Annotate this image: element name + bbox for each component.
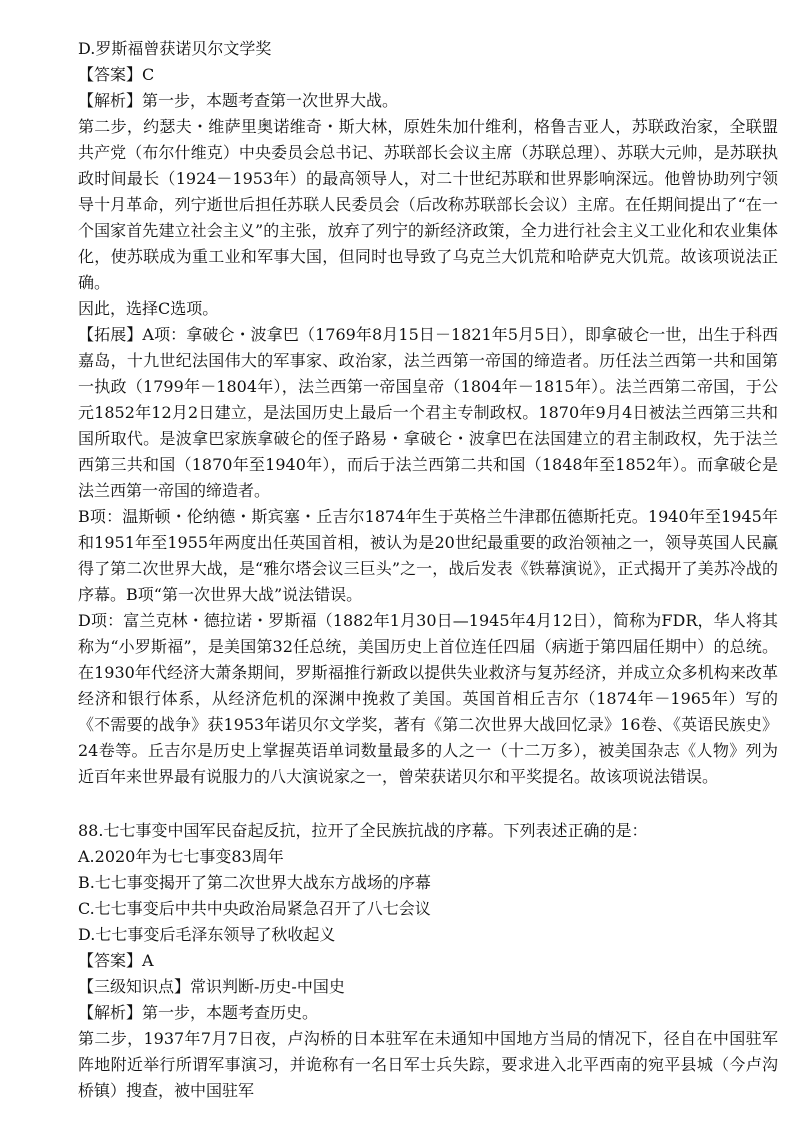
knowledge-point: 【三级知识点】常识判断-历史-中国史 — [78, 977, 345, 996]
analysis-intro: 【解析】第一步，本题考查历史。 — [78, 1003, 319, 1022]
analysis-step2: 第二步，1937年7月7日夜，卢沟桥的日本驻军在未通知中国地方当局的情况下，径自在中国驻军阵地附近举行所谓军事演习，并诡称有一名日军士兵失踪，要求进入北平西南的宛平县城（今卢沟桥镇）搜查，被中国驻军 — [78, 1029, 778, 1100]
extension-b: B项：温斯顿・伦纳德・斯宾塞・丘吉尔1874年生于英格兰牛津郡伍德斯托克。1940年至1945年和1951年至1955年两度出任英国首相，被认为是20世纪最重要的政治领袖之一，领导英国人民赢得了第二次世界大战，是“雅尔塔会议三巨头”之一，战后发表《铁幕演说》，正式揭开了美苏冷战的序幕。B项“第一次世界大战”说法错误。 — [78, 507, 778, 604]
answer-prev: 【答案】C — [78, 65, 155, 84]
question-88: 88.七七事变中国军民奋起反抗，拉开了全民族抗战的序幕。下列表述正确的是： — [78, 821, 648, 840]
option-c: C.七七事变后中共中央政治局紧急召开了八七会议 — [78, 899, 431, 918]
section-gap — [78, 790, 778, 816]
option-d: D.七七事变后毛泽东领导了秋收起义 — [78, 925, 336, 944]
extension-d: D项：富兰克林・德拉诺・罗斯福（1882年1月30日—1945年4月12日），简称为FDR，华人将其称为“小罗斯福”，是美国第32任总统，美国历史上首位连任四届（病逝于第四届任期中）的总统。在1930年代经济大萧条期间，罗斯福推行新政以提供失业救济与复苏经济，并成立众多机构来改革经济和银行体系，从经济危机的深渊中挽救了美国。英国首相丘吉尔（1874年－1965年）写的《不需要的战争》获1953年诺贝尔文学奖，著有《第二次世界大战回忆录》16卷、《英语民族史》24卷等。丘吉尔是历史上掌握英语单词数量最多的人之一（十二万多），被美国杂志《人物》列为近百年来世界最有说服力的八大演说家之一，曾荣获诺贝尔和平奖提名。故该项说法错误。 — [78, 611, 778, 786]
option-d-prev: D.罗斯福曾获诺贝尔文学奖 — [78, 39, 272, 58]
option-a: A.2020年为七七事变83周年 — [78, 847, 284, 866]
analysis-intro-prev: 【解析】第一步，本题考查第一次世界大战。 — [78, 91, 399, 110]
analysis-step2-prev: 第二步，约瑟夫・维萨里奥诺维奇・斯大林，原姓朱加什维利，格鲁吉亚人，苏联政治家，全联盟共产党（布尔什维克）中央委员会总书记、苏联部长会议主席（苏联总理）、苏联大元帅，是苏联执政时间最长（1924－1953年）的最高领导人，对二十世纪苏联和世界影响深远。他曾协助列宁领导十月革命，列宁逝世后担任苏联人民委员会（后改称苏联部长会议）主席。在任期间提出了“在一个国家首先建立社会主义”的主张，放弃了列宁的新经济政策，全力进行社会主义工业化和农业集体化，使苏联成为重工业和军事大国，但同时也导致了乌克兰大饥荒和哈萨克大饥荒。故该项说法正确。 — [78, 117, 778, 292]
answer: 【答案】A — [78, 951, 154, 970]
extension-a: 【拓展】A项：拿破仑・波拿巴（1769年8月15日－1821年5月5日），即拿破仑一世，出生于科西嘉岛，十九世纪法国伟大的军事家、政治家，法兰西第一帝国的缔造者。历任法兰西第一共和国第一执政（1799年－1804年），法兰西第一帝国皇帝（1804年－1815年）。法兰西第二帝国，于公元1852年12月2日建立，是法国历史上最后一个君主专制政权。1870年9月4日被法兰西第三共和国所取代。是波拿巴家族拿破仑的侄子路易・拿破仑・波拿巴在法国建立的君主制政权，先于法兰西第三共和国（1870年至1940年），而后于法兰西第二共和国（1848年至1852年）。而拿破仑是法兰西第一帝国的缔造者。 — [78, 325, 778, 500]
option-b: B.七七事变揭开了第二次世界大战东方战场的序幕 — [78, 873, 431, 892]
conclusion-prev: 因此，选择C选项。 — [78, 299, 219, 318]
document-page — [78, 36, 778, 1104]
